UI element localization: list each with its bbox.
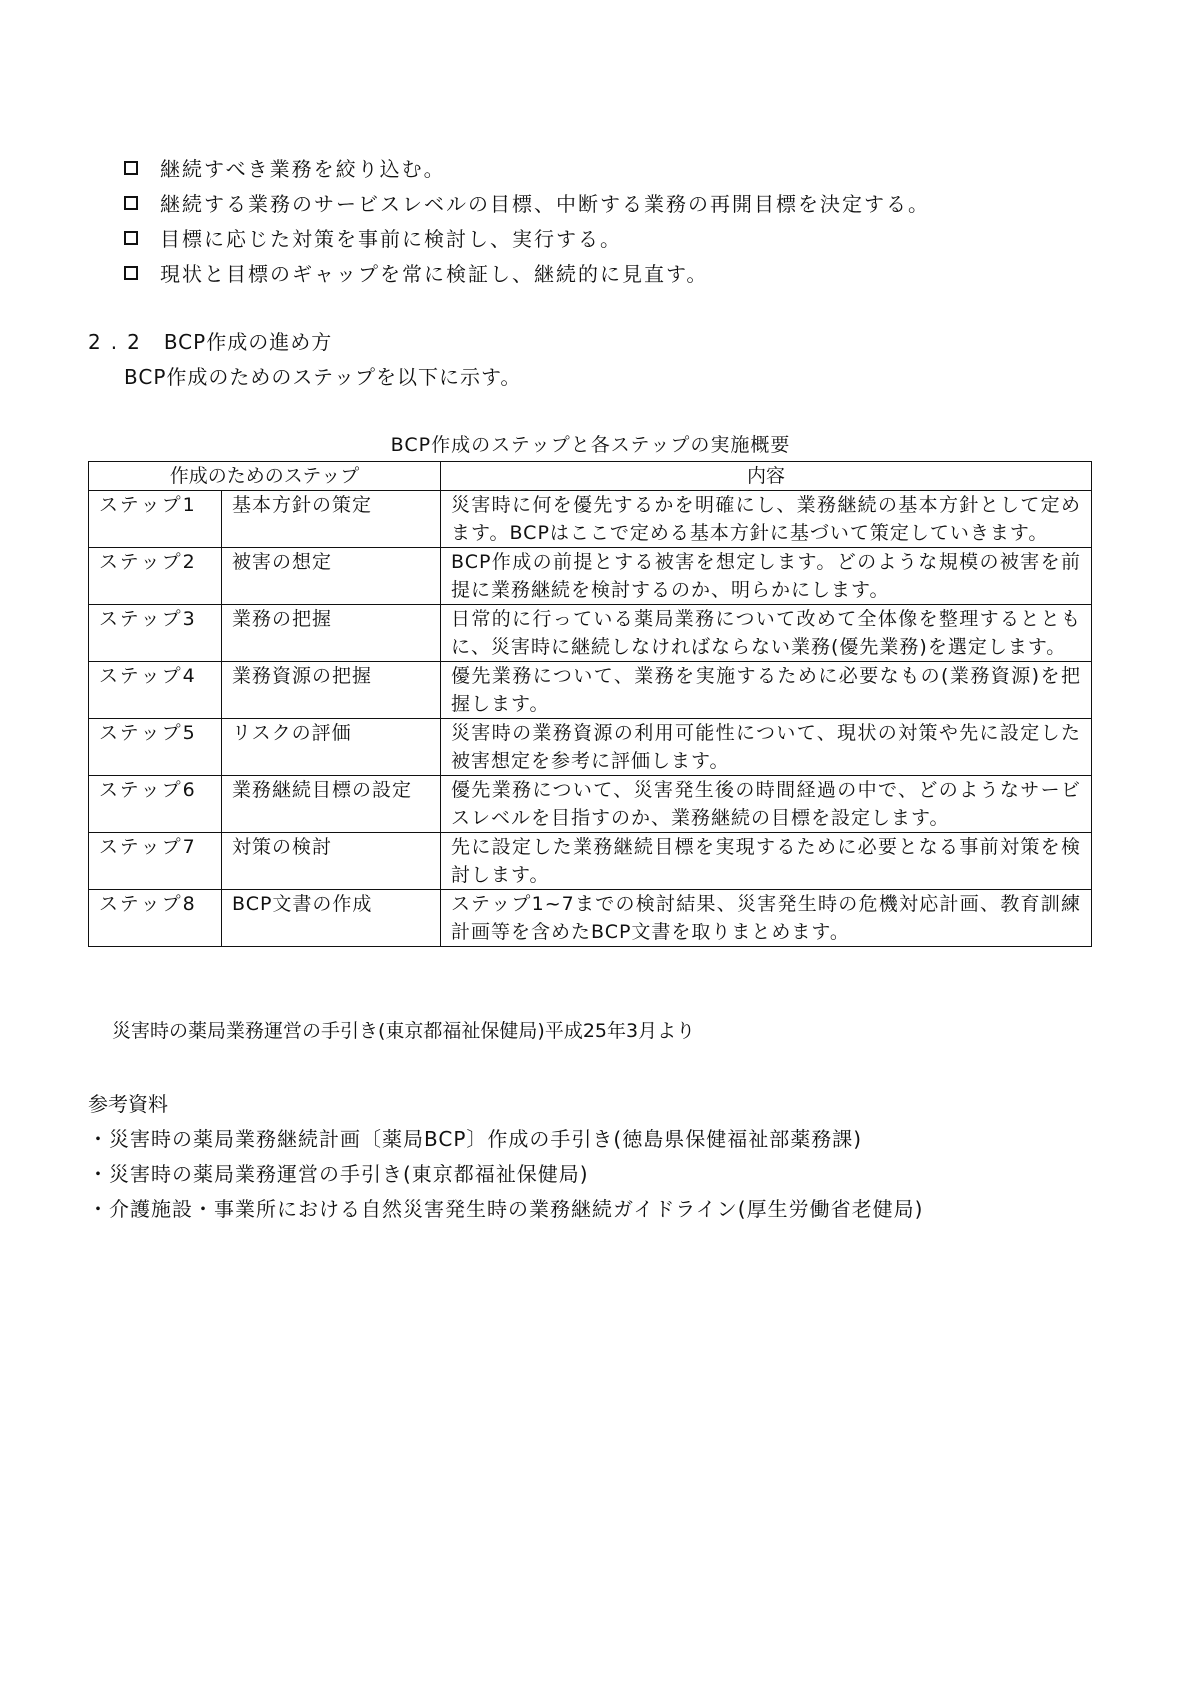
step-name: 業務の把握 (222, 605, 441, 662)
step-name: 対策の検討 (222, 833, 441, 890)
table-header-row (89, 462, 1092, 491)
section-number: 2.2 (88, 330, 150, 354)
step-label: ステップ4 (89, 662, 222, 719)
table-caption: BCP作成のステップと各ステップの実施概要 (390, 434, 791, 456)
checkbox-icon (124, 196, 138, 210)
section-title: BCP作成の進め方 (163, 330, 333, 354)
step-content: 優先業務について、災害発生後の時間経過の中で、どのようなサービスレベルを目指すのか、業務継続の目標を設定します。 (441, 776, 1092, 833)
table-row (89, 491, 1092, 548)
checkbox-icon (124, 161, 138, 175)
step-name: 業務資源の把握 (222, 662, 441, 719)
checkbox-icon (124, 266, 138, 280)
checklist-item (124, 255, 930, 290)
step-label: ステップ1 (89, 491, 222, 548)
header-content: 内容 (441, 462, 1092, 491)
step-content: 先に設定した業務継続目標を実現するために必要となる事前対策を検討します。 (441, 833, 1092, 890)
section-intro: BCP作成のためのステップを以下に示す。 (124, 365, 522, 389)
checklist-item (124, 150, 930, 185)
checklist-item (124, 185, 930, 220)
table-row (89, 662, 1092, 719)
table-row (89, 833, 1092, 890)
step-label: ステップ2 (89, 548, 222, 605)
step-name: リスクの評価 (222, 719, 441, 776)
step-content: BCP作成の前提とする被害を想定します。どのような規模の被害を前提に業務継続を検討するのか、明らかにします。 (441, 548, 1092, 605)
table-row (89, 776, 1092, 833)
checklist-item (124, 220, 930, 255)
step-label: ステップ7 (89, 833, 222, 890)
step-name: BCP文書の作成 (222, 890, 441, 947)
step-name: 基本方針の策定 (222, 491, 441, 548)
table-source-note: 災害時の薬局業務運営の手引き(東京都福祉保健局)平成25年3月より (112, 1020, 696, 1042)
section-heading (88, 326, 332, 355)
table-row (89, 605, 1092, 662)
reference-item: ・災害時の薬局業務継続計画〔薬局BCP〕作成の手引き(徳島県保健福祉部薬務課) (88, 1127, 862, 1151)
table-row (89, 548, 1092, 605)
header-steps: 作成のためのステップ (89, 462, 441, 491)
reference-item: ・介護施設・事業所における自然災害発生時の業務継続ガイドライン(厚生労働省老健局) (88, 1197, 924, 1221)
checkbox-icon (124, 231, 138, 245)
step-label: ステップ5 (89, 719, 222, 776)
table-row (89, 890, 1092, 947)
step-label: ステップ6 (89, 776, 222, 833)
table-row (89, 719, 1092, 776)
checklist (124, 150, 930, 290)
step-content: 災害時に何を優先するかを明確にし、業務継続の基本方針として定めます。BCPはここで定める基本方針に基づいて策定していきます。 (441, 491, 1092, 548)
references-list (88, 1120, 923, 1225)
step-content: 災害時の業務資源の利用可能性について、現状の対策や先に設定した被害想定を参考に評価します。 (441, 719, 1092, 776)
checklist-item-text: 継続する業務のサービスレベルの目標、中断する業務の再開目標を決定する。 (160, 192, 930, 216)
step-name: 業務継続目標の設定 (222, 776, 441, 833)
bcp-steps-table (88, 461, 1092, 947)
step-content: ステップ1~7までの検討結果、災害発生時の危機対応計画、教育訓練計画等を含めたBCP文書を取りまとめます。 (441, 890, 1092, 947)
reference-item: ・災害時の薬局業務運営の手引き(東京都福祉保健局) (88, 1162, 589, 1186)
references-title: 参考資料 (88, 1092, 168, 1116)
step-label: ステップ3 (89, 605, 222, 662)
checklist-item-text: 現状と目標のギャップを常に検証し、継続的に見直す。 (160, 262, 709, 286)
checklist-item-text: 目標に応じた対策を事前に検討し、実行する。 (160, 227, 622, 251)
checklist-item-text: 継続すべき業務を絞り込む。 (160, 157, 446, 181)
step-content: 日常的に行っている薬局業務について改めて全体像を整理するとともに、災害時に継続しなければならない業務(優先業務)を選定します。 (441, 605, 1092, 662)
step-label: ステップ8 (89, 890, 222, 947)
step-name: 被害の想定 (222, 548, 441, 605)
step-content: 優先業務について、業務を実施するために必要なもの(業務資源)を把握します。 (441, 662, 1092, 719)
